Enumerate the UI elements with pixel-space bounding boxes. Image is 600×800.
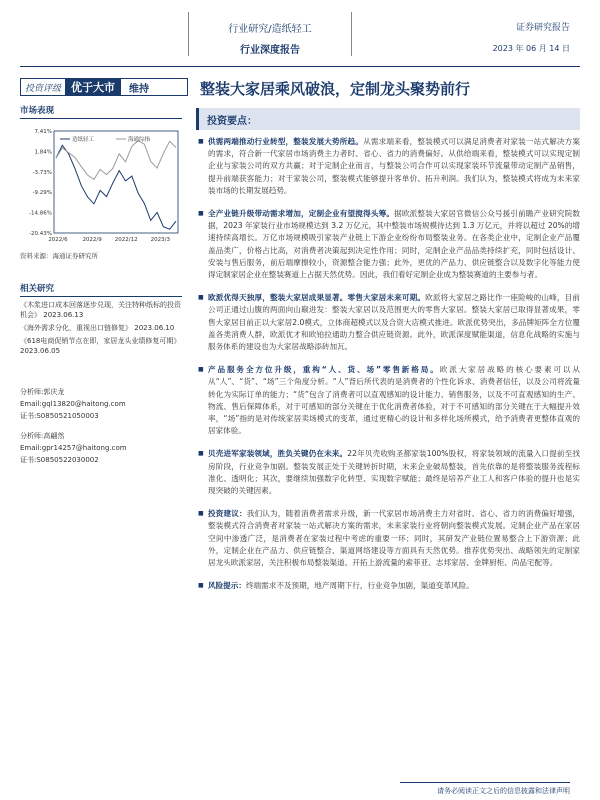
related-item[interactable] xyxy=(20,300,182,320)
y-tick-label: -20.43% xyxy=(29,231,52,237)
related-item-text: 《海外需求分化，重视出口链修复》 xyxy=(20,324,132,332)
point-item xyxy=(198,364,580,437)
point-lead: 投资建议： xyxy=(208,509,247,519)
x-tick-label: 2022/12 xyxy=(114,237,138,243)
y-tick-label: 7.41% xyxy=(34,129,52,135)
related-item[interactable] xyxy=(20,323,182,333)
related-section-title: 相关研究 xyxy=(20,282,182,297)
point-item xyxy=(198,208,580,281)
point-item xyxy=(198,292,580,353)
point-lead: 产品服务全方位升级，重构“人、货、场”零售新格局。 xyxy=(208,365,440,375)
related-item-text: 《木浆进口成本回落逐步兑现，关注特种纸标的投资机会》 xyxy=(20,301,181,319)
analyst-email[interactable]: Email:gpr14257@haitong.com xyxy=(20,444,127,452)
footer-disclaimer: 请务必阅读正文之后的信息披露和法律声明 xyxy=(400,782,570,796)
points-list xyxy=(198,136,580,604)
rating-value: 优于大市 xyxy=(65,79,121,95)
analyst-name: 分析师:高翩然 xyxy=(20,432,65,440)
point-item xyxy=(198,136,580,197)
x-tick-label: 2022/6 xyxy=(48,237,68,243)
header-category: 行业研究/造纸轻工 xyxy=(228,24,312,35)
analyst-cert: 证书:S0850522030002 xyxy=(20,456,99,464)
y-tick-label: -14.86% xyxy=(29,210,52,217)
market-section-title: 市场表现 xyxy=(20,104,182,119)
point-body: 欧派大家居战略的核心要素可以从从“人”、“货”、“场”三个角度分析。“人”背后所代表的是消费者的个性化诉求、消费者信任，以及公司将流量转化为实际订单的能力；“货”包含了消费者可以直观感知的设计能力、销售服务，以及不可直观感知的生产、物流、售后保障体系，对于可感知的部分关键在于优化消费者体验，对于不可感知的部分关键在于大幅提升效率，“场”指的是对传统家居卖场模式的变革，通过更精心的设计和多样化场所模式，给予消费者更整体直观的居家体验。 xyxy=(208,365,581,436)
header-center xyxy=(188,12,352,56)
series-line-0 xyxy=(56,145,176,229)
point-body: 欧派将大家居之路比作一座险峻的山峰，目前公司正通过山腹的两面向山巅进发：整装大家居以及范围更大的零售大家居。整装大家居已取得显著成果，零售大家居目前正以大家居2.0模式，立体商超模式以及合资大店模式推进。欧派优势突出，多品牌矩阵全方位覆盖各类消费人群，欧派优才和欧铂拉通助力整合供应链资源。此外，欧派深度赋能渠道，信息化战略的实施与服务体系的建设也为大家居战略添砖加瓦。 xyxy=(208,293,580,352)
legend-label: 造纸轻工 xyxy=(72,137,95,143)
legend-label: 海通综指 xyxy=(128,137,151,143)
market-chart xyxy=(20,125,182,247)
header-report-kind: 行业深度报告 xyxy=(240,45,300,56)
header-divider xyxy=(20,66,580,67)
related-section xyxy=(20,282,182,356)
point-lead: 贝壳进军家装领域，胜负关键仍在未来。 xyxy=(208,449,348,459)
report-type: 证券研究报告 xyxy=(515,23,570,33)
point-item xyxy=(198,448,580,497)
analyst-cert: 证书:S0850521050003 xyxy=(20,412,99,420)
report-title: 整装大家居乘风破浪，定制龙头聚势前行 xyxy=(200,80,471,98)
header-right xyxy=(493,20,570,54)
related-item-date: 2023.06.10 xyxy=(134,324,175,332)
y-tick-label: 1.84% xyxy=(34,149,52,156)
point-body: 终端需求不及预期，地产周期下行，行业竞争加剧，渠道变革风险。 xyxy=(245,581,474,591)
related-item[interactable] xyxy=(20,336,182,356)
point-lead: 欧派优得天独厚，整装大家居成果显著。零售大家居未来可期。 xyxy=(208,293,426,303)
related-item-date: 2023.06.05 xyxy=(20,347,61,355)
series-line-1 xyxy=(56,141,176,180)
y-tick-label: -9.29% xyxy=(32,190,52,197)
rating-box xyxy=(20,78,188,96)
report-date: 2023 年 06 月 14 日 xyxy=(492,44,570,53)
points-header: 投资要点： xyxy=(196,108,580,130)
analyst-name: 分析师:郭庆龙 xyxy=(20,388,65,396)
rating-label: 投资评级 xyxy=(25,83,62,94)
related-item-date: 2023.06.13 xyxy=(43,311,84,319)
point-body: 22年贝壳收购圣都家装100%股权，将家装领域的流量入口提前至找房阶段，行业竞争加剧。整装发展正处于关键转折时期，未来企业破局整装，首先依靠的是将整装服务流程标准化、透明化；其次，要继续加强数字化转型、实现数字赋能；最终是培养产业工人和客户体验的提升也是实现突破的关键因素。 xyxy=(208,449,581,496)
x-tick-label: 2022/9 xyxy=(82,237,102,243)
point-lead: 供需两端推动行业转型，整装发展大势所趋。 xyxy=(208,137,364,146)
related-item-text: 《618电商促销节点在即，家居龙头业绩修复可期》 xyxy=(20,337,181,345)
point-item xyxy=(198,508,580,569)
x-tick-label: 2023/3 xyxy=(150,237,171,243)
point-lead: 全产业链升级带动需求增加，定制企业有望搅得头筹。 xyxy=(208,209,395,219)
point-item xyxy=(198,580,580,592)
point-lead: 风险提示： xyxy=(208,581,246,591)
y-tick-label: -3.73% xyxy=(32,169,52,176)
point-body: 从需求端来看，整装模式可以满足消费者对家装一站式解决方案的需求，符合新一代家居市场消费主力者时、省心、省力的消费偏好。从供给端来看，整装模式可以实现定制企业与家装公司的双方共赢；对于定制企业而言，与整装公司合作可以实现家装环节流量带动定制产品销售，提升前端获客能力；对于家装公司，整装模式能够提升客单价、拓升利润。我们认为，整装模式将成为未来家装市场的长期发展趋势。 xyxy=(208,137,581,195)
market-chart-svg xyxy=(20,125,182,247)
analysts-section xyxy=(20,386,182,466)
point-body: 我们认为，随着消费者需求升级，新一代家居市场消费主力对省时、省心、省力的消费偏好增强，整装模式符合消费者对家装一站式解决方案的需求，未来家装行业将朝向整装模式发展。定制企业产品在家居空间中渗透广泛，是消费者在家装过程中考虑的重要一环；同时，其研发产业链位置易整合上下游资源；此外，定制企业在产品力、供应链整合、渠道网络建设等方面具有天然优势。推荐优势突出、战略领先的定制家居龙头欧派家居，关注积极布局整装渠道、开拓上游流量的索菲亚、志邦家居、金牌厨柜、尚品宅配等。 xyxy=(208,509,581,568)
rating-action: 维持 xyxy=(129,83,150,95)
point-body: 据欧派整装大家居官微信公众号援引前瞻产业研究院数据，2023 年家装行业市场规模达到 3.2 万亿元，其中整装市场规模待达到 1.3 万亿元，并将以超过 20%的增速持续高增长。万亿市场规模吸引家装产业链上下游企业纷纷布局整装业务。在各类企业中，定制企业产品覆盖品类广，价格占比高，对消费者决策起到决定性作用；同时，定制企业产品品类持续扩充，同时包括设计、安装与售后服务，前后端摩擦较小，资源整合能力强；此外，更优的产品力、供应链整合以及数字化等能力使得定制家居企业在整装赛道上占据天然优势。因此，我们看好定制企业成为整装赛道的主要参与者。 xyxy=(208,209,580,280)
analyst-email[interactable]: Email:gql13820@haitong.com xyxy=(20,400,126,408)
chart-source: 资料来源：海通证券研究所 xyxy=(20,252,98,260)
left-column xyxy=(20,104,182,466)
